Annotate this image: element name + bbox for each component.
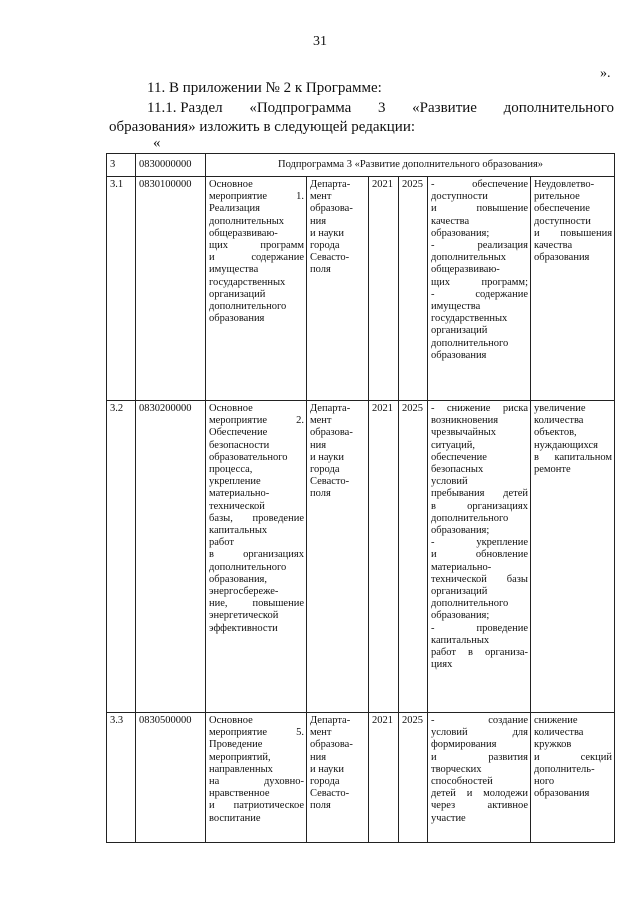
consequence xyxy=(531,713,615,843)
word: 2. xyxy=(296,415,304,427)
word: ние, xyxy=(209,598,228,610)
consequence-line: обеспечение xyxy=(534,203,590,215)
activity-name-line: Основное xyxy=(209,179,253,190)
expected-result-line xyxy=(431,800,528,812)
word: работ xyxy=(431,647,456,659)
word: мероприятие xyxy=(209,191,267,203)
activity-name-line: работ xyxy=(209,537,234,549)
executor-line: Департа- xyxy=(310,179,351,190)
executor-line: Севасто- xyxy=(310,788,350,800)
word: обеспечение xyxy=(472,179,528,190)
end-year: 2025 xyxy=(399,177,428,401)
executor-line: образова- xyxy=(310,739,353,751)
subitem-word: «Развитие xyxy=(412,100,477,116)
executor-line: поля xyxy=(310,488,331,500)
row-code: 0830100000 xyxy=(136,177,206,401)
activity-name-line: дополнительного xyxy=(209,301,287,313)
expected-result-line: безопасных xyxy=(431,464,484,476)
word: в xyxy=(534,451,539,463)
activity-name-line xyxy=(209,549,304,561)
subitem-word: 11.1. Раздел xyxy=(147,100,223,116)
executor-line: поля xyxy=(310,264,331,276)
amendment-subitem-continuation: образования» изложить в следующей редакции: xyxy=(109,119,416,135)
expected-result-line xyxy=(431,501,528,513)
word: и xyxy=(431,751,437,763)
word: условий xyxy=(431,727,468,739)
word: пребывания xyxy=(431,488,485,500)
word: обновление xyxy=(475,549,528,561)
activity-name-line: материально- xyxy=(209,488,270,500)
word: реализация xyxy=(477,240,528,252)
activity-name-line: технической xyxy=(209,500,265,512)
activity-name-line xyxy=(209,513,304,525)
row-number: 3 xyxy=(107,154,136,177)
expected-result-line: материально- xyxy=(431,561,492,573)
activity-name-line: Реализация xyxy=(209,203,260,215)
expected-result-line: образования; xyxy=(431,227,490,239)
executor xyxy=(307,713,369,843)
executor-line: ния xyxy=(310,751,327,763)
executor-line: мент xyxy=(310,727,332,739)
expected-result-line: имущества xyxy=(431,301,481,313)
word: риска xyxy=(502,403,528,414)
expected-result-line: образования; xyxy=(431,525,490,537)
subprogram-title: Подпрограмма 3 «Развитие дополнительного образования» xyxy=(206,154,615,177)
executor-line: поля xyxy=(310,800,331,812)
word: для xyxy=(512,727,528,739)
word: в xyxy=(209,549,214,561)
start-year: 2021 xyxy=(369,177,399,401)
executor-line: Департа- xyxy=(310,715,351,726)
word: организациях xyxy=(467,500,528,512)
executor-line: и науки xyxy=(310,227,344,239)
word: базы xyxy=(506,573,528,585)
start-year: 2021 xyxy=(369,401,399,713)
closing-quote: ». xyxy=(600,66,611,81)
page-number: 31 xyxy=(313,34,327,49)
executor-line: образова- xyxy=(310,427,353,439)
expected-result xyxy=(428,713,531,843)
expected-result-line: циях xyxy=(431,659,453,671)
word: и xyxy=(209,800,215,812)
activity-name-line xyxy=(209,800,304,812)
expected-result-line xyxy=(431,488,528,500)
expected-result-line: участие xyxy=(431,812,466,824)
consequence xyxy=(531,177,615,401)
activity-name xyxy=(206,713,307,843)
expected-result-line: организаций xyxy=(431,325,488,337)
expected-result-line: образования xyxy=(431,349,487,361)
word: повышение xyxy=(252,598,304,610)
table-row xyxy=(107,401,615,713)
activity-name-line: воспитание xyxy=(209,812,261,824)
consequence-line: количества xyxy=(534,415,584,427)
activity-name-line xyxy=(209,252,304,264)
activity-name-line: Основное xyxy=(209,715,253,726)
word: и xyxy=(431,549,437,561)
word: через xyxy=(431,800,456,812)
activity-name-line xyxy=(209,598,304,610)
consequence-line xyxy=(534,228,612,240)
expected-result-line xyxy=(431,549,528,561)
word: детей xyxy=(503,488,528,500)
activity-name-line: общеразвиваю- xyxy=(209,227,278,239)
word: повышение xyxy=(476,203,528,215)
word: - xyxy=(431,622,435,634)
row-number: 3.3 xyxy=(107,713,136,843)
word: развития xyxy=(488,751,528,763)
executor-line: и науки xyxy=(310,451,344,463)
consequence-line: образования xyxy=(534,252,590,264)
subprogram-header-row xyxy=(107,154,615,177)
table-row xyxy=(107,177,615,401)
word: - xyxy=(431,179,435,190)
activity-name-line: организаций xyxy=(209,288,266,300)
word: 1. xyxy=(296,191,304,203)
executor xyxy=(307,177,369,401)
word: в xyxy=(467,647,473,659)
word: содержание xyxy=(251,252,304,264)
word: базы, xyxy=(209,512,233,524)
expected-result-line xyxy=(431,788,528,800)
word: и xyxy=(534,751,540,763)
expected-result-line xyxy=(431,403,528,415)
word: повышения xyxy=(560,227,613,239)
consequence-line: образования xyxy=(534,788,590,800)
activity-name-line: имущества xyxy=(209,264,259,276)
word: и xyxy=(431,203,437,215)
activity-name-line: безопасности xyxy=(209,439,270,451)
activity-name-line: Обеспечение xyxy=(209,427,268,439)
activity-name-line xyxy=(209,240,304,252)
expected-result-line: государственных xyxy=(431,313,508,325)
activity-name-line: дополнительных xyxy=(209,215,285,227)
expected-result-line: условий xyxy=(431,476,468,488)
consequence-line: рительное xyxy=(534,191,580,203)
expected-result-line: дополнительного xyxy=(431,337,509,349)
word: организациях xyxy=(243,549,304,561)
row-number: 3.1 xyxy=(107,177,136,401)
expected-result-line xyxy=(431,574,528,586)
consequence-line: дополнитель- xyxy=(534,763,595,775)
activity-name-line: государственных xyxy=(209,276,286,288)
activity-name-line: капитальных xyxy=(209,525,268,537)
executor-line: Севасто- xyxy=(310,476,350,488)
executor-line: города xyxy=(310,240,340,252)
consequence-line: Неудовлетво- xyxy=(534,179,595,190)
word: - xyxy=(431,537,435,549)
consequence-line: объектов, xyxy=(534,427,577,439)
executor-line: Департа- xyxy=(310,403,351,414)
consequence-line: кружков xyxy=(534,739,572,751)
executor-line: Севасто- xyxy=(310,252,350,264)
activity-name xyxy=(206,401,307,713)
row-number: 3.2 xyxy=(107,401,136,713)
activity-name-line: энергетической xyxy=(209,610,279,622)
consequence-line xyxy=(534,752,612,764)
word: - xyxy=(431,715,435,726)
subitem-word: дополнительного xyxy=(503,100,614,116)
executor xyxy=(307,401,369,713)
word: детей xyxy=(431,788,456,800)
consequence xyxy=(531,401,615,713)
executor-line: образова- xyxy=(310,203,353,215)
word: организа- xyxy=(484,647,528,659)
activity-name-line: нравственное xyxy=(209,788,270,800)
activity-name-line: эффективности xyxy=(209,622,278,634)
expected-result-line: общеразвиваю- xyxy=(431,264,500,276)
expected-result-line xyxy=(431,277,528,289)
expected-result-line: качества xyxy=(431,215,470,227)
activity-name-line: образовательного xyxy=(209,451,288,463)
consequence-line: снижение xyxy=(534,715,578,726)
expected-result-line xyxy=(431,289,528,301)
expected-result-line: чрезвычайных xyxy=(431,427,496,439)
activity-name-line: укрепление xyxy=(209,476,261,488)
amendment-subitem xyxy=(147,100,614,117)
expected-result-line: дополнительного xyxy=(431,512,509,524)
word: секций xyxy=(580,751,613,763)
consequence-line: качества xyxy=(534,240,573,252)
word: на xyxy=(209,776,220,788)
subprogram-table xyxy=(106,153,615,843)
activity-name-line xyxy=(209,191,304,203)
row-code: 0830000000 xyxy=(136,154,206,177)
table-row xyxy=(107,713,615,843)
activity-name-line: Основное xyxy=(209,403,253,414)
expected-result-line xyxy=(431,179,528,191)
executor-line: города xyxy=(310,464,340,476)
word: и xyxy=(466,788,473,800)
word: в xyxy=(431,500,436,512)
opening-quote: « xyxy=(153,135,161,151)
word: активное xyxy=(487,800,528,812)
consequence-line xyxy=(534,452,612,464)
end-year: 2025 xyxy=(399,401,428,713)
consequence-line: ремонте xyxy=(534,464,571,476)
expected-result-line xyxy=(431,537,528,549)
word: мероприятие xyxy=(209,415,267,427)
expected-result-line: дополнительного xyxy=(431,598,509,610)
subitem-word: «Подпрограмма xyxy=(249,100,352,116)
word: - xyxy=(431,403,435,414)
expected-result-line: доступности xyxy=(431,191,488,203)
word: - xyxy=(431,288,435,300)
activity-name-line: энергосбереже- xyxy=(209,586,279,598)
consequence-line: увеличение xyxy=(534,403,586,414)
expected-result-line: творческих xyxy=(431,763,482,775)
end-year: 2025 xyxy=(399,713,428,843)
row-code: 0830200000 xyxy=(136,401,206,713)
activity-name-line: образования, xyxy=(209,573,268,585)
start-year: 2021 xyxy=(369,713,399,843)
consequence-line: количества xyxy=(534,727,584,739)
activity-name-line xyxy=(209,727,304,739)
word: программ; xyxy=(481,276,528,288)
word: создание xyxy=(488,715,528,726)
expected-result-line xyxy=(431,623,528,635)
consequence-line: ного xyxy=(534,776,555,788)
expected-result-line: возникновения xyxy=(431,415,499,427)
row-code: 0830500000 xyxy=(136,713,206,843)
word: и xyxy=(534,227,540,239)
word: мероприятие xyxy=(209,727,267,739)
executor-line: и науки xyxy=(310,763,344,775)
word: капитальном xyxy=(554,451,613,463)
activity-name-line: мероприятий, xyxy=(209,751,271,763)
word: щих xyxy=(431,276,450,288)
activity-name-line: Проведение xyxy=(209,739,263,751)
expected-result-line xyxy=(431,647,528,659)
word: программ xyxy=(260,240,304,252)
word: молодежи xyxy=(483,788,528,800)
executor-line: ния xyxy=(310,215,327,227)
executor-line: города xyxy=(310,776,340,788)
word: - xyxy=(431,240,435,252)
word: проведение xyxy=(252,512,304,524)
word: технической xyxy=(431,573,487,585)
word: патриотическое xyxy=(233,800,304,812)
word: духовно- xyxy=(263,776,304,788)
consequence-line: доступности xyxy=(534,215,591,227)
expected-result-line: организаций xyxy=(431,586,488,598)
expected-result-line: способностей xyxy=(431,776,493,788)
expected-result-line: обеспечение xyxy=(431,451,487,463)
expected-result-line: дополнительных xyxy=(431,252,507,264)
executor-line: ния xyxy=(310,439,327,451)
activity-name-line: процесса, xyxy=(209,464,253,476)
activity-name-line: образования xyxy=(209,313,265,325)
activity-name-line xyxy=(209,415,304,427)
amendment-item: 11. В приложении № 2 к Программе: xyxy=(147,80,382,96)
expected-result-line xyxy=(431,727,528,739)
executor-line: мент xyxy=(310,191,332,203)
expected-result xyxy=(428,177,531,401)
expected-result-line xyxy=(431,240,528,252)
expected-result-line: образования; xyxy=(431,610,490,622)
expected-result-line: капитальных xyxy=(431,634,490,646)
word: снижение xyxy=(446,403,491,414)
word: содержание xyxy=(475,288,528,300)
word: и xyxy=(209,252,215,264)
word: проведение xyxy=(476,622,528,634)
activity-name-line: дополнительного xyxy=(209,561,287,573)
expected-result-line xyxy=(431,203,528,215)
word: щих xyxy=(209,240,228,252)
expected-result-line xyxy=(431,752,528,764)
expected-result-line xyxy=(431,715,528,727)
expected-result-line: формирования xyxy=(431,739,497,751)
activity-name-line: направленных xyxy=(209,763,273,775)
expected-result xyxy=(428,401,531,713)
word: укрепление xyxy=(476,537,528,549)
executor-line: мент xyxy=(310,415,332,427)
subitem-word: 3 xyxy=(377,100,386,116)
activity-name xyxy=(206,177,307,401)
consequence-line: нуждающихся xyxy=(534,439,598,451)
word: 5. xyxy=(296,727,304,739)
activity-name-line xyxy=(209,776,304,788)
expected-result-line: ситуаций, xyxy=(431,439,475,451)
